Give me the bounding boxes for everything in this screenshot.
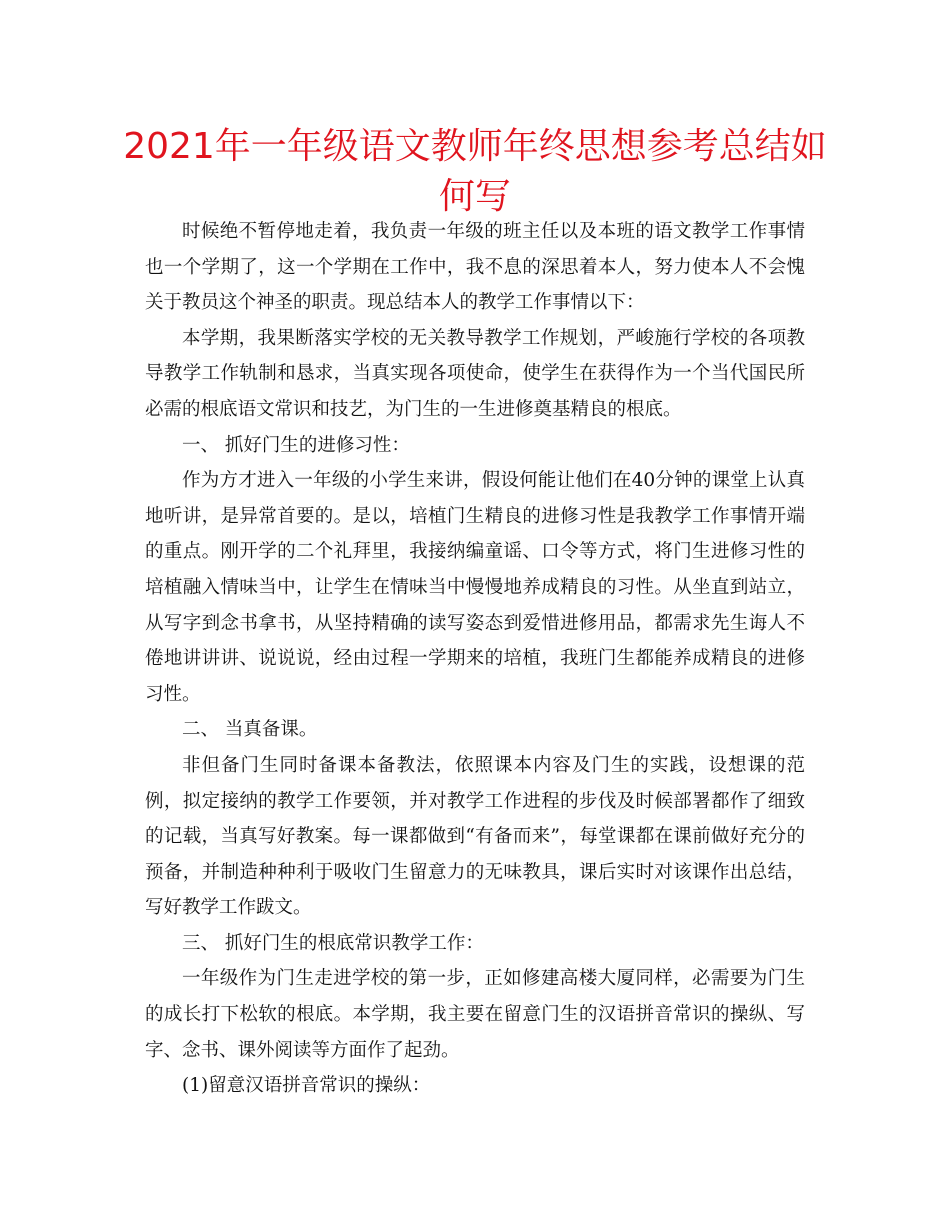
paragraph: 本学期，我果断落实学校的无关教导教学工作规划，严峻施行学校的各项教导教学工作轨制和恳求，当真实现各项使命，使学生在获得作为一个当代国民所必需的根底语文常识和技艺，为门生的一生进修奠基精良的根底。 <box>145 327 805 420</box>
section-heading: 二、 当真备课。 <box>182 719 318 741</box>
paragraph: 非但备门生同时备课本备教法，依照课本内容及门生的实践，设想课的范例，拟定接纳的教学工作要领，并对教学工作进程的步伐及时候部署都作了细致的记载，当真写好教案。每一课都做到“有备而来”，每堂课都在课前做好充分的预备，并制造种种利于吸收门生留意力的无味教具，课后实时对该课作出总结，写好教学工作跋文。 <box>145 754 805 919</box>
paragraph: 时候绝不暂停地走着，我负责一年级的班主任以及本班的语文教学工作事情也一个学期了，这一个学期在工作中，我不息的深思着本人，努力使本人不会愧关于教员这个神圣的职责。现总结本人的教学工作事情以下： <box>145 221 805 314</box>
document-body <box>145 214 805 1104</box>
paragraph: 作为方才进入一年级的小学生来讲，假设何能让他们在40分钟的课堂上认真地听讲，是异常首要的。是以，培植门生精良的进修习性是我教学工作事情开端的重点。刚开学的二个礼拜里，我接纳编童谣、口令等方式，将门生进修习性的培植融入情味当中，让学生在情味当中慢慢地养成精良的习性。从坐直到站立，从写字到念书拿书，从坚持精确的读写姿态到爱惜进修用品，都需求先生诲人不倦地讲讲讲、说说说，经由过程一学期来的培植，我班门生都能养成精良的进修习性。 <box>145 470 805 705</box>
document-title: 2021年一年级语文教师年终思想参考总结如何写 <box>123 126 827 217</box>
section-heading: 一、 抓好门生的进修习性： <box>182 434 410 456</box>
section-heading: 三、 抓好门生的根底常识教学工作： <box>182 932 484 954</box>
paragraph: 一年级作为门生走进学校的第一步，正如修建高楼大厦同样，必需要为门生的成长打下松软的根底。本学期，我主要在留意门生的汉语拼音常识的操纵、写字、念书、课外阅读等方面作了起劲。 <box>145 968 805 1061</box>
subsection-heading: (1)留意汉语拼音常识的操纵： <box>182 1075 431 1097</box>
